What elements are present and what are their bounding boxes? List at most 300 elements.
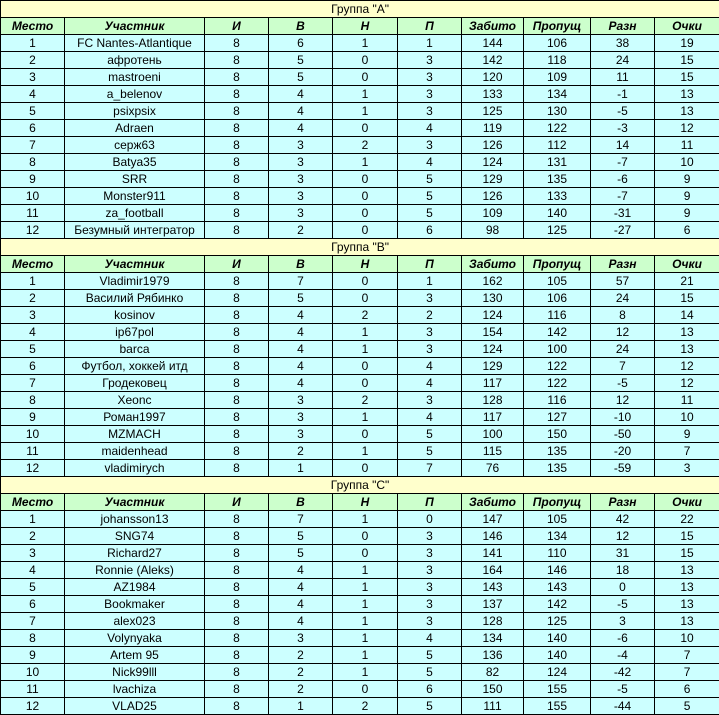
cell-losses: 3 <box>398 324 462 341</box>
cell-goals-for: 119 <box>462 120 524 137</box>
header-draws: Н <box>333 494 398 511</box>
cell-goals-against: 155 <box>524 698 591 715</box>
cell-draws: 2 <box>333 392 398 409</box>
cell-participant: a_belenov <box>65 86 205 103</box>
cell-goal-diff: -44 <box>591 698 655 715</box>
cell-losses: 5 <box>398 426 462 443</box>
header-points: Очки <box>655 256 719 273</box>
header-goals-for: Забито <box>462 494 524 511</box>
cell-goals-for: 146 <box>462 528 524 545</box>
cell-participant: Xeonc <box>65 392 205 409</box>
cell-draws: 0 <box>333 681 398 698</box>
cell-played: 8 <box>205 86 269 103</box>
cell-place: 7 <box>1 613 65 630</box>
header-place: Место <box>1 256 65 273</box>
cell-points: 10 <box>655 154 719 171</box>
header-goals-against: Пропущ <box>524 494 591 511</box>
cell-participant: maidenhead <box>65 443 205 460</box>
cell-goal-diff: 24 <box>591 290 655 307</box>
cell-points: 7 <box>655 664 719 681</box>
cell-points: 13 <box>655 341 719 358</box>
cell-goals-for: 124 <box>462 341 524 358</box>
cell-goal-diff: -1 <box>591 86 655 103</box>
header-place: Место <box>1 18 65 35</box>
cell-goals-for: 134 <box>462 630 524 647</box>
table-row <box>1 341 719 358</box>
cell-goals-for: 82 <box>462 664 524 681</box>
cell-goals-for: 109 <box>462 205 524 222</box>
cell-losses: 5 <box>398 188 462 205</box>
cell-points: 10 <box>655 630 719 647</box>
cell-losses: 4 <box>398 358 462 375</box>
cell-place: 5 <box>1 103 65 120</box>
cell-goals-against: 146 <box>524 562 591 579</box>
group-title-row <box>1 477 719 494</box>
cell-wins: 4 <box>269 103 333 120</box>
cell-place: 8 <box>1 630 65 647</box>
cell-losses: 1 <box>398 273 462 290</box>
cell-place: 9 <box>1 647 65 664</box>
cell-participant: Volynyaka <box>65 630 205 647</box>
cell-points: 11 <box>655 137 719 154</box>
cell-losses: 5 <box>398 205 462 222</box>
table-row <box>1 171 719 188</box>
cell-draws: 1 <box>333 579 398 596</box>
cell-goal-diff: 31 <box>591 545 655 562</box>
cell-place: 3 <box>1 69 65 86</box>
cell-points: 21 <box>655 273 719 290</box>
cell-draws: 0 <box>333 358 398 375</box>
cell-wins: 1 <box>269 460 333 477</box>
cell-points: 13 <box>655 86 719 103</box>
cell-place: 6 <box>1 596 65 613</box>
cell-place: 3 <box>1 307 65 324</box>
table-row <box>1 86 719 103</box>
cell-goal-diff: -42 <box>591 664 655 681</box>
group-title: Группа "С" <box>1 477 719 494</box>
cell-wins: 4 <box>269 613 333 630</box>
table-row <box>1 205 719 222</box>
group-title-row <box>1 239 719 256</box>
table-row <box>1 562 719 579</box>
cell-goal-diff: -20 <box>591 443 655 460</box>
table-row <box>1 664 719 681</box>
table-row <box>1 103 719 120</box>
header-goals-for: Забито <box>462 256 524 273</box>
cell-participant: Bookmaker <box>65 596 205 613</box>
cell-goal-diff: 11 <box>591 69 655 86</box>
table-row <box>1 409 719 426</box>
cell-losses: 4 <box>398 630 462 647</box>
cell-wins: 4 <box>269 120 333 137</box>
cell-place: 12 <box>1 460 65 477</box>
cell-played: 8 <box>205 154 269 171</box>
cell-participant: SRR <box>65 171 205 188</box>
cell-participant: Richard27 <box>65 545 205 562</box>
cell-losses: 2 <box>398 307 462 324</box>
cell-participant: Nick99lll <box>65 664 205 681</box>
cell-draws: 2 <box>333 137 398 154</box>
cell-draws: 0 <box>333 426 398 443</box>
cell-wins: 3 <box>269 205 333 222</box>
cell-goals-against: 150 <box>524 426 591 443</box>
cell-goal-diff: 7 <box>591 358 655 375</box>
cell-participant: AZ1984 <box>65 579 205 596</box>
header-participant: Участник <box>65 18 205 35</box>
cell-points: 19 <box>655 35 719 52</box>
cell-wins: 3 <box>269 426 333 443</box>
cell-place: 2 <box>1 290 65 307</box>
cell-played: 8 <box>205 392 269 409</box>
cell-wins: 5 <box>269 52 333 69</box>
cell-goals-for: 128 <box>462 613 524 630</box>
cell-place: 8 <box>1 392 65 409</box>
cell-place: 4 <box>1 324 65 341</box>
cell-points: 13 <box>655 562 719 579</box>
cell-draws: 0 <box>333 222 398 239</box>
table-row <box>1 273 719 290</box>
cell-points: 6 <box>655 222 719 239</box>
cell-place: 8 <box>1 154 65 171</box>
cell-losses: 3 <box>398 528 462 545</box>
cell-goals-for: 147 <box>462 511 524 528</box>
cell-participant: Безумный интегратор <box>65 222 205 239</box>
cell-points: 13 <box>655 613 719 630</box>
cell-losses: 4 <box>398 409 462 426</box>
cell-losses: 1 <box>398 35 462 52</box>
cell-draws: 1 <box>333 103 398 120</box>
cell-draws: 0 <box>333 171 398 188</box>
cell-goals-for: 129 <box>462 171 524 188</box>
cell-place: 7 <box>1 375 65 392</box>
cell-place: 2 <box>1 528 65 545</box>
cell-played: 8 <box>205 120 269 137</box>
cell-losses: 3 <box>398 69 462 86</box>
cell-goals-for: 126 <box>462 137 524 154</box>
cell-played: 8 <box>205 443 269 460</box>
cell-goal-diff: 12 <box>591 392 655 409</box>
cell-participant: Monster911 <box>65 188 205 205</box>
cell-draws: 1 <box>333 596 398 613</box>
table-row <box>1 392 719 409</box>
cell-goals-against: 131 <box>524 154 591 171</box>
cell-wins: 3 <box>269 630 333 647</box>
cell-goals-for: 124 <box>462 307 524 324</box>
cell-goals-for: 124 <box>462 154 524 171</box>
cell-wins: 2 <box>269 664 333 681</box>
cell-losses: 4 <box>398 120 462 137</box>
header-goal-diff: Разн <box>591 256 655 273</box>
cell-goals-for: 144 <box>462 35 524 52</box>
cell-goals-for: 129 <box>462 358 524 375</box>
cell-points: 15 <box>655 545 719 562</box>
header-wins: В <box>269 18 333 35</box>
header-place: Место <box>1 494 65 511</box>
cell-losses: 0 <box>398 511 462 528</box>
cell-played: 8 <box>205 341 269 358</box>
cell-goal-diff: 38 <box>591 35 655 52</box>
cell-goal-diff: 57 <box>591 273 655 290</box>
cell-goal-diff: -31 <box>591 205 655 222</box>
cell-participant: psixpsix <box>65 103 205 120</box>
cell-draws: 1 <box>333 562 398 579</box>
cell-place: 12 <box>1 222 65 239</box>
cell-points: 12 <box>655 120 719 137</box>
cell-goal-diff: 14 <box>591 137 655 154</box>
cell-draws: 1 <box>333 324 398 341</box>
cell-goal-diff: 24 <box>591 52 655 69</box>
cell-played: 8 <box>205 681 269 698</box>
cell-wins: 2 <box>269 443 333 460</box>
header-played: И <box>205 494 269 511</box>
cell-draws: 1 <box>333 664 398 681</box>
cell-losses: 3 <box>398 392 462 409</box>
header-points: Очки <box>655 18 719 35</box>
cell-participant: alex023 <box>65 613 205 630</box>
cell-goal-diff: 8 <box>591 307 655 324</box>
cell-goal-diff: 12 <box>591 528 655 545</box>
cell-losses: 3 <box>398 613 462 630</box>
cell-points: 12 <box>655 358 719 375</box>
cell-participant: Vladimir1979 <box>65 273 205 290</box>
cell-goals-for: 164 <box>462 562 524 579</box>
cell-losses: 3 <box>398 86 462 103</box>
cell-goals-against: 122 <box>524 375 591 392</box>
cell-goal-diff: -27 <box>591 222 655 239</box>
cell-place: 9 <box>1 171 65 188</box>
header-draws: Н <box>333 18 398 35</box>
table-row <box>1 358 719 375</box>
cell-goal-diff: -6 <box>591 630 655 647</box>
cell-wins: 7 <box>269 273 333 290</box>
cell-goals-against: 125 <box>524 222 591 239</box>
cell-draws: 0 <box>333 205 398 222</box>
cell-played: 8 <box>205 324 269 341</box>
table-row <box>1 69 719 86</box>
cell-played: 8 <box>205 103 269 120</box>
cell-goals-against: 127 <box>524 409 591 426</box>
cell-played: 8 <box>205 358 269 375</box>
cell-place: 11 <box>1 681 65 698</box>
table-row <box>1 460 719 477</box>
cell-points: 15 <box>655 528 719 545</box>
cell-draws: 0 <box>333 545 398 562</box>
cell-goals-against: 106 <box>524 290 591 307</box>
cell-goals-against: 122 <box>524 120 591 137</box>
cell-played: 8 <box>205 528 269 545</box>
cell-draws: 1 <box>333 647 398 664</box>
cell-goal-diff: -6 <box>591 171 655 188</box>
table-row <box>1 613 719 630</box>
cell-points: 15 <box>655 52 719 69</box>
header-goal-diff: Разн <box>591 18 655 35</box>
cell-losses: 3 <box>398 341 462 358</box>
header-goals-for: Забито <box>462 18 524 35</box>
cell-goal-diff: -10 <box>591 409 655 426</box>
cell-place: 9 <box>1 409 65 426</box>
cell-played: 8 <box>205 426 269 443</box>
cell-participant: vladimirych <box>65 460 205 477</box>
cell-played: 8 <box>205 698 269 715</box>
cell-wins: 4 <box>269 307 333 324</box>
table-row <box>1 52 719 69</box>
cell-participant: barca <box>65 341 205 358</box>
cell-wins: 2 <box>269 222 333 239</box>
cell-played: 8 <box>205 307 269 324</box>
table-row <box>1 579 719 596</box>
cell-played: 8 <box>205 562 269 579</box>
cell-played: 8 <box>205 579 269 596</box>
cell-place: 1 <box>1 511 65 528</box>
header-participant: Участник <box>65 494 205 511</box>
cell-points: 14 <box>655 307 719 324</box>
cell-points: 7 <box>655 443 719 460</box>
cell-losses: 3 <box>398 52 462 69</box>
cell-points: 11 <box>655 392 719 409</box>
cell-draws: 1 <box>333 630 398 647</box>
cell-points: 15 <box>655 290 719 307</box>
cell-played: 8 <box>205 69 269 86</box>
header-participant: Участник <box>65 256 205 273</box>
cell-wins: 4 <box>269 341 333 358</box>
cell-goals-against: 135 <box>524 460 591 477</box>
cell-wins: 2 <box>269 647 333 664</box>
cell-place: 6 <box>1 120 65 137</box>
cell-wins: 4 <box>269 596 333 613</box>
group-title: Группа "А" <box>1 1 719 18</box>
cell-goals-against: 124 <box>524 664 591 681</box>
cell-draws: 2 <box>333 307 398 324</box>
table-row <box>1 324 719 341</box>
cell-participant: johansson13 <box>65 511 205 528</box>
header-goals-against: Пропущ <box>524 256 591 273</box>
cell-wins: 4 <box>269 579 333 596</box>
cell-played: 8 <box>205 290 269 307</box>
cell-goals-for: 98 <box>462 222 524 239</box>
cell-played: 8 <box>205 137 269 154</box>
cell-place: 7 <box>1 137 65 154</box>
cell-goals-against: 142 <box>524 596 591 613</box>
cell-played: 8 <box>205 647 269 664</box>
cell-place: 4 <box>1 562 65 579</box>
cell-played: 8 <box>205 630 269 647</box>
cell-goal-diff: 0 <box>591 579 655 596</box>
cell-played: 8 <box>205 52 269 69</box>
cell-participant: Футбол, хоккей итд <box>65 358 205 375</box>
cell-wins: 4 <box>269 324 333 341</box>
cell-played: 8 <box>205 375 269 392</box>
table-row <box>1 154 719 171</box>
cell-points: 7 <box>655 647 719 664</box>
cell-goals-for: 143 <box>462 579 524 596</box>
cell-place: 4 <box>1 86 65 103</box>
cell-goals-for: 137 <box>462 596 524 613</box>
cell-draws: 1 <box>333 86 398 103</box>
cell-place: 11 <box>1 205 65 222</box>
cell-goals-against: 105 <box>524 511 591 528</box>
cell-draws: 0 <box>333 528 398 545</box>
cell-participant: FC Nantes-Atlantique <box>65 35 205 52</box>
table-row <box>1 290 719 307</box>
cell-goal-diff: 3 <box>591 613 655 630</box>
cell-goals-for: 117 <box>462 375 524 392</box>
cell-draws: 0 <box>333 120 398 137</box>
cell-draws: 0 <box>333 188 398 205</box>
cell-participant: Василий Рябинко <box>65 290 205 307</box>
cell-participant: Ronnie (Aleks) <box>65 562 205 579</box>
table-row <box>1 375 719 392</box>
cell-goals-against: 122 <box>524 358 591 375</box>
cell-goals-for: 100 <box>462 426 524 443</box>
cell-participant: za_football <box>65 205 205 222</box>
cell-draws: 0 <box>333 290 398 307</box>
table-row <box>1 698 719 715</box>
cell-losses: 5 <box>398 698 462 715</box>
cell-wins: 3 <box>269 137 333 154</box>
cell-goals-against: 105 <box>524 273 591 290</box>
cell-played: 8 <box>205 460 269 477</box>
cell-goals-against: 135 <box>524 171 591 188</box>
cell-draws: 0 <box>333 52 398 69</box>
cell-draws: 1 <box>333 511 398 528</box>
cell-losses: 4 <box>398 154 462 171</box>
cell-wins: 5 <box>269 528 333 545</box>
cell-played: 8 <box>205 596 269 613</box>
cell-points: 9 <box>655 188 719 205</box>
cell-place: 5 <box>1 579 65 596</box>
cell-goals-for: 150 <box>462 681 524 698</box>
cell-place: 10 <box>1 426 65 443</box>
cell-points: 13 <box>655 596 719 613</box>
group-title: Группа "В" <box>1 239 719 256</box>
cell-losses: 5 <box>398 647 462 664</box>
cell-goal-diff: 18 <box>591 562 655 579</box>
cell-goals-against: 112 <box>524 137 591 154</box>
cell-goal-diff: -5 <box>591 103 655 120</box>
cell-participant: VLAD25 <box>65 698 205 715</box>
header-wins: В <box>269 256 333 273</box>
cell-goals-for: 154 <box>462 324 524 341</box>
cell-wins: 5 <box>269 69 333 86</box>
cell-points: 10 <box>655 409 719 426</box>
cell-goals-against: 143 <box>524 579 591 596</box>
cell-place: 12 <box>1 698 65 715</box>
cell-draws: 1 <box>333 35 398 52</box>
cell-participant: Batya35 <box>65 154 205 171</box>
header-played: И <box>205 256 269 273</box>
cell-goal-diff: -5 <box>591 596 655 613</box>
cell-wins: 7 <box>269 511 333 528</box>
cell-played: 8 <box>205 205 269 222</box>
cell-wins: 4 <box>269 86 333 103</box>
cell-goal-diff: -7 <box>591 188 655 205</box>
cell-place: 6 <box>1 358 65 375</box>
cell-wins: 4 <box>269 375 333 392</box>
cell-losses: 3 <box>398 137 462 154</box>
cell-points: 12 <box>655 375 719 392</box>
cell-wins: 3 <box>269 154 333 171</box>
cell-goal-diff: 42 <box>591 511 655 528</box>
cell-wins: 4 <box>269 562 333 579</box>
cell-goals-for: 126 <box>462 188 524 205</box>
group-title-row <box>1 1 719 18</box>
cell-participant: ip67pol <box>65 324 205 341</box>
cell-points: 13 <box>655 324 719 341</box>
cell-losses: 5 <box>398 664 462 681</box>
cell-points: 9 <box>655 205 719 222</box>
table-row <box>1 511 719 528</box>
cell-place: 1 <box>1 35 65 52</box>
